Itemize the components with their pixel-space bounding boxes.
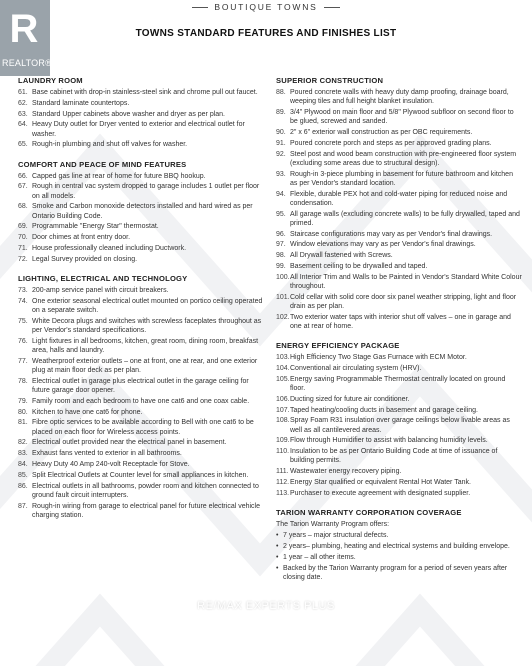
- item-text: High Efficiency Two Stage Gas Furnace with ECM Motor.: [290, 354, 467, 362]
- item-number: 94.: [276, 190, 286, 198]
- feature-item: [276, 88, 522, 106]
- item-text: Light fixtures in all bedrooms, kitchen, great room, dining room, breakfast area, halls and laundry.: [32, 337, 259, 354]
- feature-item: [276, 489, 522, 498]
- feature-item: [276, 150, 522, 168]
- item-number: 73.: [18, 286, 28, 294]
- item-text: Energy saving Programmable Thermostat centrally located on ground floor.: [290, 375, 506, 392]
- item-number: 105.: [276, 375, 290, 383]
- bullet-icon: •: [276, 553, 279, 561]
- item-text: Energy Star qualified or equivalent Rental Hot Water Tank.: [290, 478, 471, 486]
- divider: [324, 7, 340, 8]
- realtor-r-icon: R: [9, 7, 39, 51]
- feature-item: [276, 447, 522, 465]
- item-number: 80.: [18, 408, 28, 416]
- item-number: 110.: [276, 448, 290, 456]
- item-text: Purchaser to execute agreement with designated supplier.: [290, 489, 471, 497]
- realtor-label: REALTOR®: [2, 58, 52, 68]
- item-number: 87.: [18, 502, 28, 510]
- item-number: 89.: [276, 109, 286, 116]
- left-column: [18, 76, 263, 530]
- item-number: 96.: [276, 230, 286, 238]
- feature-item: [18, 449, 263, 458]
- item-text: 200-amp service panel with circuit breakers.: [32, 286, 169, 294]
- item-text: Kitchen to have one cat6 for phone.: [32, 408, 143, 416]
- section-heading: ENERGY EFFICIENCY PACKAGE: [276, 341, 400, 351]
- feature-item: [18, 337, 263, 355]
- item-number: 85.: [18, 471, 28, 479]
- item-number: 65.: [18, 141, 28, 149]
- item-text: Steel post and wood beam construction with pre-engineered floor system (excluding some areas due to structural design).: [290, 150, 517, 167]
- item-text: Split Electrical Outlets at Counter level for small appliances in kitchen.: [32, 471, 249, 479]
- bullet-text: 1 year – all other items.: [283, 553, 356, 561]
- item-number: 99.: [276, 262, 286, 270]
- warranty-intro: The Tarion Warranty Program offers:: [276, 520, 390, 528]
- feature-item: [18, 502, 263, 520]
- item-text: Electrical outlets in all bathrooms, powder room and kitchen connected to ground fault circuit interrupters.: [32, 482, 259, 499]
- warranty-bullet: [276, 553, 522, 562]
- item-text: Electrical outlet in garage plus electrical outlet in the garage ceiling for future garage door opener.: [32, 377, 249, 394]
- item-number: 97.: [276, 241, 286, 249]
- feature-item: [18, 120, 263, 138]
- feature-item: [276, 416, 522, 434]
- bullet-icon: •: [276, 542, 279, 550]
- item-number: 75.: [18, 317, 28, 325]
- feature-section: [276, 76, 522, 331]
- feature-item: [18, 140, 263, 149]
- section-heading: LAUNDRY ROOM: [18, 76, 83, 85]
- feature-item: [18, 317, 263, 335]
- feature-item: [276, 139, 522, 148]
- right-column: [276, 76, 522, 592]
- item-number: 81.: [18, 419, 28, 427]
- feature-item: [276, 262, 522, 271]
- item-text: All Interior Trim and Walls to be Painted in Vendor's Standard White Colour throughout.: [290, 273, 522, 290]
- feature-item: [18, 297, 263, 315]
- item-number: 84.: [18, 460, 28, 468]
- item-number: 88.: [276, 89, 286, 96]
- item-number: 67.: [18, 183, 28, 191]
- feature-item: [18, 471, 263, 480]
- item-text: House professionally cleaned including Ductwork.: [32, 244, 187, 252]
- bullet-text: Backed by the Tarion Warranty program for a period of seven years after closing date.: [283, 564, 508, 581]
- item-number: 113.: [276, 489, 290, 497]
- feature-item: [18, 172, 263, 181]
- feature-item: [18, 460, 263, 469]
- item-text: Two exterior water taps with interior shut off valves – one in garage and one at rear of home.: [290, 313, 511, 330]
- feature-item: [276, 273, 522, 291]
- item-text: Rough in central vac system dropped to garage includes 1 outlet per floor on all models.: [32, 183, 260, 200]
- bullet-icon: •: [276, 564, 279, 572]
- item-number: 101.: [276, 293, 290, 301]
- item-number: 108.: [276, 417, 290, 425]
- item-number: 71.: [18, 244, 28, 252]
- item-number: 77.: [18, 357, 28, 365]
- item-text: Spray Foam R31 insulation over garage ceilings below livable areas as well as all cantilevered areas.: [290, 417, 510, 434]
- feature-item: [18, 397, 263, 406]
- item-text: Capped gas line at rear of home for future BBQ hookup.: [32, 172, 206, 180]
- item-number: 64.: [18, 121, 28, 129]
- item-number: 76.: [18, 337, 28, 345]
- item-text: Taped heating/cooling ducts in basement and garage ceiling.: [290, 406, 478, 414]
- feature-item: [276, 313, 522, 331]
- item-text: Base cabinet with drop-in stainless-steel sink and chrome pull out faucet.: [32, 89, 258, 96]
- item-text: Rough-in plumbing and shut off valves for washer.: [32, 141, 188, 149]
- item-number: 92.: [276, 150, 286, 158]
- feature-item: [276, 170, 522, 188]
- bullet-icon: •: [276, 532, 279, 540]
- item-text: Standard laminate countertops.: [32, 99, 130, 107]
- feature-item: [18, 222, 263, 231]
- item-text: Family room and each bedroom to have one cat6 and one coax cable.: [32, 397, 250, 405]
- divider: [192, 7, 208, 8]
- feature-item: [18, 286, 263, 295]
- section-heading: COMFORT AND PEACE OF MIND FEATURES: [18, 159, 187, 169]
- item-text: Smoke and Carbon monoxide detectors installed and hard wired as per Ontario Building Code.: [32, 203, 253, 220]
- feature-item: [18, 202, 263, 220]
- item-number: 86.: [18, 482, 28, 490]
- feature-item: [18, 408, 263, 417]
- feature-item: [18, 255, 263, 264]
- feature-item: [276, 190, 522, 208]
- brand-text: BOUTIQUE TOWNS: [214, 2, 318, 12]
- feature-item: [276, 251, 522, 260]
- item-text: Standard Upper cabinets above washer and dryer as per plan.: [32, 110, 226, 118]
- item-text: Weatherproof exterior outlets – one at front, one at rear, and one exterior plug at main floor deck as per plan.: [32, 357, 258, 374]
- item-number: 66.: [18, 172, 28, 180]
- item-text: Heavy Duty 40 Amp 240-volt Receptacle for Stove.: [32, 460, 190, 468]
- item-number: 63.: [18, 110, 28, 118]
- feature-item: [276, 375, 522, 393]
- item-number: 78.: [18, 377, 28, 385]
- item-number: 61.: [18, 89, 28, 96]
- item-number: 82.: [18, 439, 28, 447]
- feature-section: [18, 274, 263, 520]
- item-text: Window elevations may vary as per Vendor's final drawings.: [290, 241, 476, 249]
- warranty-section: [276, 508, 522, 582]
- item-number: 112.: [276, 478, 290, 486]
- item-number: 95.: [276, 210, 286, 218]
- item-text: Flexible, durable PEX hot and cold-water piping for reduced noise and condensation.: [290, 190, 508, 207]
- item-text: Exhaust fans vented to exterior in all bathrooms.: [32, 450, 182, 458]
- feature-item: [18, 482, 263, 500]
- feature-item: [18, 438, 263, 447]
- item-number: 111.: [276, 468, 289, 476]
- item-number: 62.: [18, 99, 28, 107]
- item-text: Ducting sized for future air conditioner.: [290, 395, 410, 403]
- feature-item: [276, 467, 522, 476]
- feature-item: [18, 377, 263, 395]
- feature-item: [276, 293, 522, 311]
- section-heading: SUPERIOR CONSTRUCTION: [276, 76, 384, 85]
- bullet-text: 7 years – major structural defects.: [283, 532, 389, 540]
- item-number: 74.: [18, 297, 28, 305]
- feature-item: [276, 406, 522, 415]
- item-text: Flow through Humidifier to assist with balancing humidity levels.: [290, 437, 488, 445]
- item-number: 72.: [18, 255, 28, 263]
- item-text: White Decora plugs and switches with screwless faceplates throughout as per Vendor's standard specifications.: [32, 317, 262, 334]
- item-text: Conventional air circulating system (HRV).: [290, 364, 422, 372]
- item-number: 107.: [276, 406, 290, 414]
- item-text: Fibre optic services to be available according to Bell with one cat6 to be placed on each floor for Wireless access points.: [32, 419, 254, 436]
- feature-item: [276, 436, 522, 445]
- item-text: Door chimes at front entry door.: [32, 234, 131, 242]
- feature-item: [276, 108, 522, 126]
- feature-item: [276, 240, 522, 249]
- item-text: Legal Survey provided on closing.: [32, 255, 138, 263]
- feature-item: [276, 353, 522, 362]
- feature-item: [18, 244, 263, 253]
- brand-tagline: [0, 2, 532, 12]
- feature-section: [18, 76, 263, 150]
- item-number: 70.: [18, 234, 28, 242]
- item-number: 93.: [276, 170, 286, 178]
- bullet-text: 2 years– plumbing, heating and electrical systems and building envelope.: [283, 542, 510, 550]
- feature-item: [18, 357, 263, 375]
- warranty-bullet: [276, 531, 522, 540]
- feature-item: [18, 233, 263, 242]
- item-text: Rough-in 3-piece plumbing in basement for future bathroom and kitchen as per Vendor's standard location.: [290, 170, 513, 187]
- warranty-bullet: [276, 564, 522, 582]
- item-text: Poured concrete walls with heavy duty damp proofing, drainage board, weeping tiles and full height blanket insulation.: [290, 89, 509, 106]
- feature-item: [18, 182, 263, 200]
- item-number: 102.: [276, 313, 290, 321]
- item-text: All garage walls (excluding concrete walls) to be fully drywalled, taped and primed.: [290, 210, 520, 227]
- item-text: Wastewater energy recovery piping.: [290, 468, 402, 476]
- section-heading: LIGHTING, ELECTRICAL AND TECHNOLOGY: [18, 273, 188, 283]
- item-number: 79.: [18, 397, 28, 405]
- feature-section: [276, 341, 522, 498]
- feature-item: [276, 230, 522, 239]
- item-text: Insulation to be as per Ontario Building Code at time of issuance of building permits.: [290, 448, 498, 465]
- feature-item: [18, 418, 263, 436]
- feature-item: [18, 110, 263, 119]
- item-text: All Drywall fastened with Screws.: [290, 252, 393, 260]
- feature-item: [276, 128, 522, 137]
- item-number: 98.: [276, 252, 286, 260]
- item-text: Heavy Duty outlet for Dryer vented to exterior and electrical outlet for washer.: [32, 121, 245, 138]
- item-number: 90.: [276, 129, 286, 136]
- item-text: Poured concrete porch and steps as per approved grading plans.: [290, 139, 492, 147]
- feature-item: [276, 210, 522, 228]
- feature-item: [276, 364, 522, 373]
- item-number: 103.: [276, 354, 290, 362]
- watermark-text: RE/MAX EXPERTS PLUS: [197, 600, 335, 612]
- item-number: 106.: [276, 395, 290, 403]
- section-heading: TARION WARRANTY CORPORATION COVERAGE: [276, 507, 462, 517]
- item-text: Rough-in wiring from garage to electrical panel for future electrical vehicle charging station.: [32, 502, 260, 519]
- item-text: One exterior seasonal electrical outlet mounted on portico ceiling operated on a separate switch.: [32, 297, 263, 314]
- item-text: 2" x 6" exterior wall construction as per OBC requirements.: [290, 129, 473, 136]
- feature-item: [18, 99, 263, 108]
- item-text: Basement ceiling to be drywalled and taped.: [290, 262, 428, 270]
- item-number: 109.: [276, 437, 290, 445]
- feature-section: [18, 160, 263, 264]
- item-number: 68.: [18, 203, 28, 211]
- item-text: Electrical outlet provided near the electrical panel in basement.: [32, 439, 227, 447]
- feature-item: [276, 395, 522, 404]
- feature-item: [18, 88, 263, 97]
- page-title: TOWNS STANDARD FEATURES AND FINISHES LIST: [135, 28, 397, 39]
- item-text: Staircase configurations may vary as per Vendor's final drawings.: [290, 230, 493, 238]
- item-number: 100.: [276, 273, 290, 281]
- item-number: 104.: [276, 364, 290, 372]
- item-number: 83.: [18, 450, 28, 458]
- item-number: 69.: [18, 223, 28, 231]
- item-text: Programmable "Energy Star" thermostat.: [32, 223, 159, 231]
- item-text: 3/4" Plywood on main floor and 5/8" Plywood subfloor on second floor to be glued, screwed and sanded.: [290, 109, 514, 126]
- item-text: Cold cellar with solid core door six panel weather stripping, light and floor drain as per plan.: [290, 293, 517, 310]
- feature-item: [276, 478, 522, 487]
- item-number: 91.: [276, 139, 286, 147]
- warranty-bullet: [276, 542, 522, 551]
